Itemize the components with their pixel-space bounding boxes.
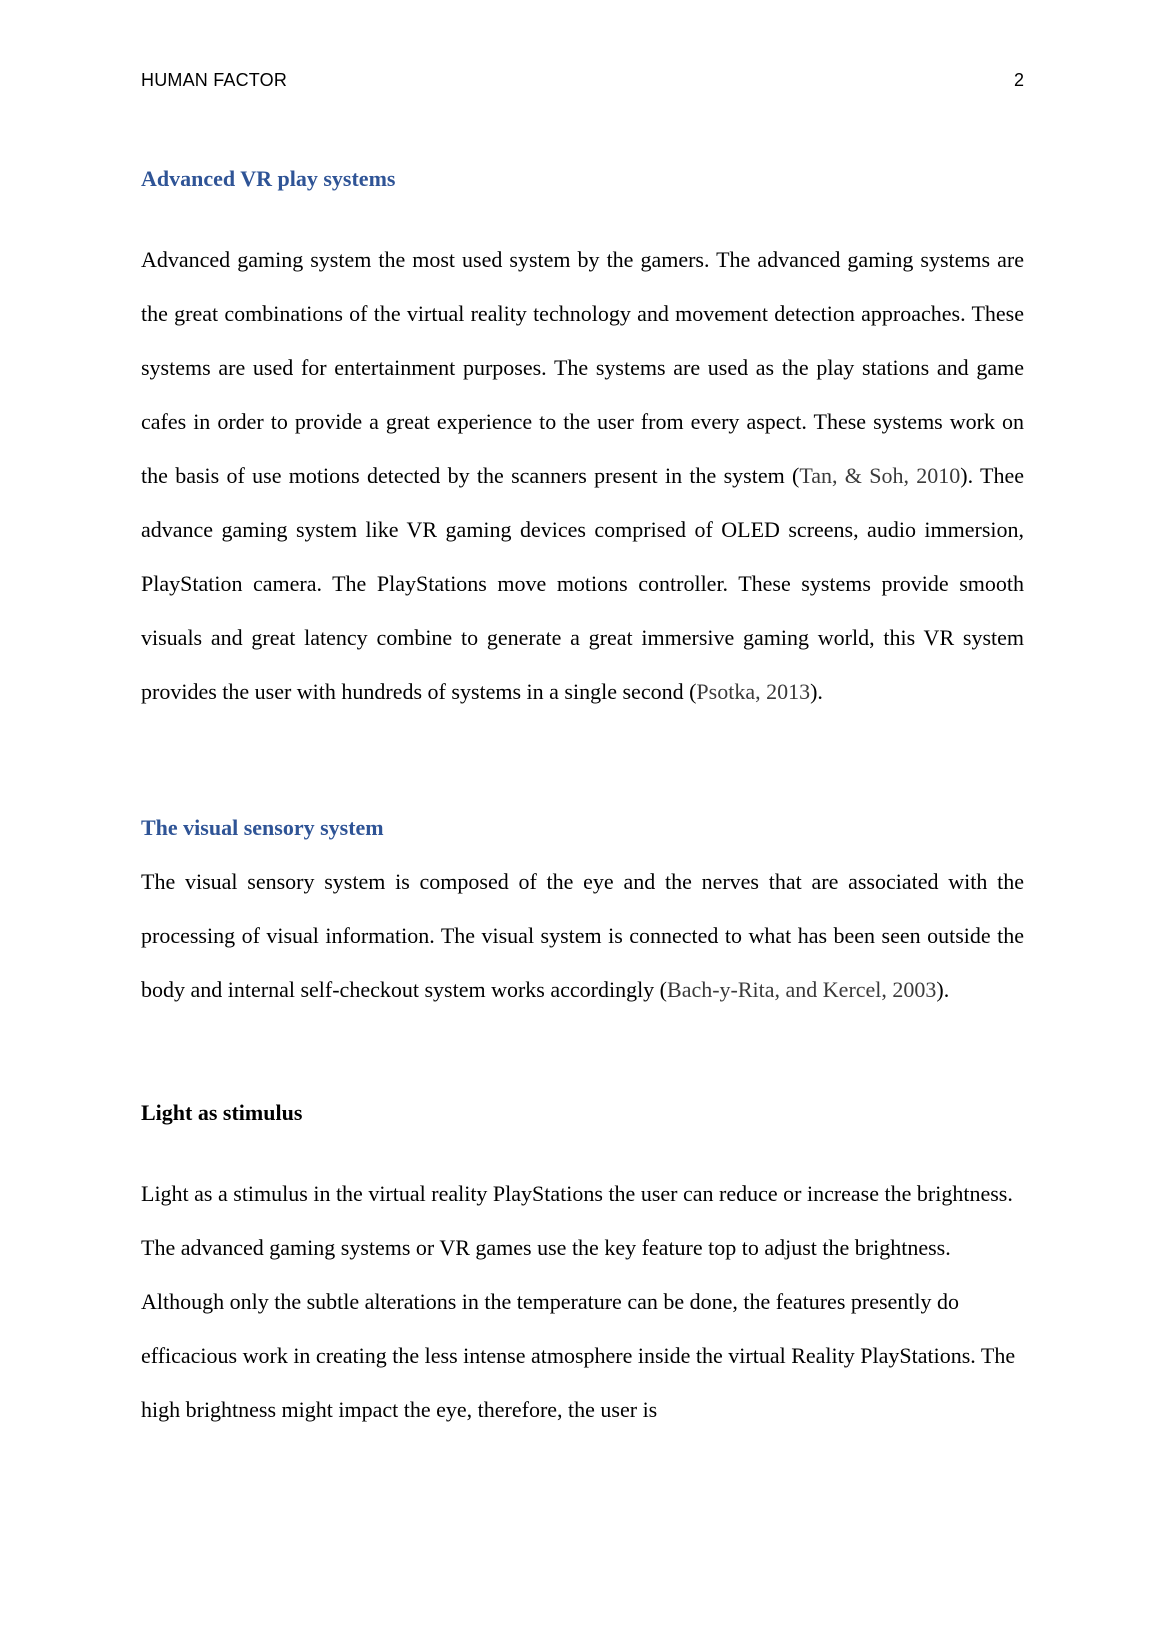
paragraph-text: The visual sensory system is composed of the eye and the nerves that are associated with the processing of visual information. The visual system is connected to what has been seen outside the body and internal self-checkout system works accordingly ( — [141, 869, 1024, 1002]
paragraph-text: ). Thee advance gaming system like VR gaming devices comprised of OLED screens, audio immersion, PlayStation camera. The PlayStations move motions controller. These systems provide smooth visuals and great latency combine to generate a great immersive gaming world, this VR system provides the user with hundreds of systems in a single second ( — [141, 463, 1024, 704]
citation: Tan, & Soh, 2010 — [799, 463, 961, 488]
running-head-title: HUMAN FACTOR — [141, 70, 288, 90]
paragraph-visual-sensory-system — [141, 855, 1024, 1017]
paragraph-text: ). — [936, 977, 950, 1002]
citation: Psotka, 2013 — [696, 679, 811, 704]
paragraph-light-as-stimulus: Light as a stimulus in the virtual reality PlayStations the user can reduce or increase the brightness. The advanced gaming systems or VR games use the key feature top to adjust the brightness. Although only the subtle alterations in the temperature can be done, the features presently do efficacious work in creating the less intense atmosphere inside the virtual Reality PlayStations. The high brightness might impact the eye, therefore, the user is — [141, 1181, 1016, 1422]
section-heading-visual-sensory-system: The visual sensory system — [141, 815, 384, 840]
section-heading-vr-play-systems: Advanced VR play systems — [141, 166, 396, 191]
running-head — [141, 70, 1024, 96]
page-number: 2 — [1013, 70, 1024, 90]
section-heading-light-as-stimulus: Light as stimulus — [141, 1100, 303, 1125]
citation: Bach-y-Rita, and Kercel, 2003 — [667, 977, 937, 1002]
paragraph-text: Advanced gaming system the most used system by the gamers. The advanced gaming systems are the great combinations of the virtual reality technology and movement detection approaches. These systems are used for entertainment purposes. The systems are used as the play stations and game cafes in order to provide a great experience to the user from every aspect. These systems work on the basis of use motions detected by the scanners present in the system ( — [141, 247, 1024, 488]
paragraph-text: ). — [810, 679, 823, 704]
paragraph-vr-play-systems — [141, 233, 1024, 719]
